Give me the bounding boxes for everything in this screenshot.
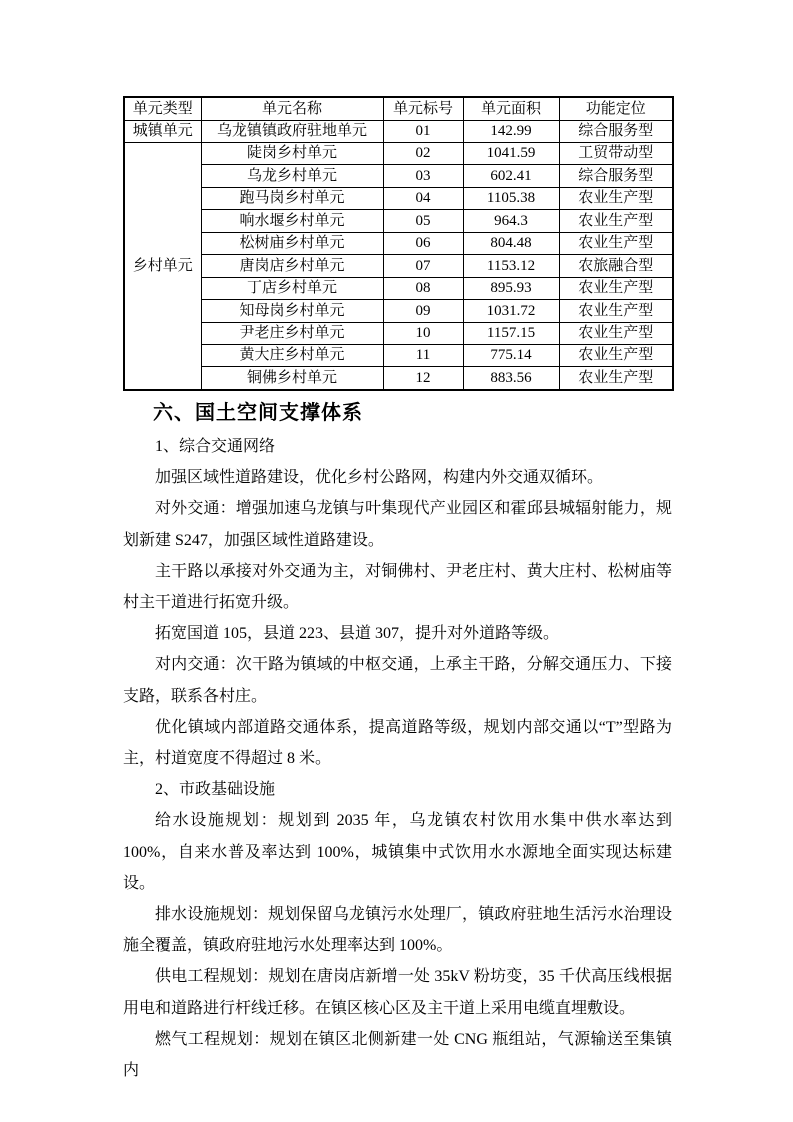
body-paragraph: 燃气工程规划：规划在镇区北侧新建一处 CNG 瓶组站，气源输送至集镇内 <box>123 1030 672 1080</box>
unit-area-cell: 1031.72 <box>463 300 559 322</box>
header-unit-code: 单元标号 <box>383 97 463 120</box>
unit-function-cell: 综合服务型 <box>559 165 673 187</box>
unit-name-cell: 尹老庄乡村单元 <box>201 322 383 344</box>
unit-function-cell: 工贸带动型 <box>559 143 673 165</box>
unit-code-cell: 01 <box>383 120 463 142</box>
unit-name-cell: 黄大庄乡村单元 <box>201 344 383 366</box>
subsection-title-transport: 1、综合交通网络 <box>155 438 276 455</box>
table-row <box>124 344 673 366</box>
unit-area-cell: 1041.59 <box>463 143 559 165</box>
unit-area-cell: 804.48 <box>463 232 559 254</box>
unit-function-cell: 综合服务型 <box>559 120 673 142</box>
unit-function-cell: 农业生产型 <box>559 210 673 232</box>
unit-code-cell: 12 <box>383 367 463 390</box>
unit-name-cell: 唐岗店乡村单元 <box>201 255 383 277</box>
unit-name-cell: 铜佛乡村单元 <box>201 367 383 390</box>
unit-name-cell: 跑马岗乡村单元 <box>201 187 383 209</box>
unit-code-cell: 11 <box>383 344 463 366</box>
unit-area-cell: 883.56 <box>463 367 559 390</box>
unit-name-cell: 乌龙乡村单元 <box>201 165 383 187</box>
unit-type-cell: 乡村单元 <box>124 143 201 390</box>
document-content <box>123 96 672 1086</box>
table-row <box>124 300 673 322</box>
unit-area-cell: 602.41 <box>463 165 559 187</box>
body-paragraph: 给水设施规划：规划到 2035 年，乌龙镇农村饮用水集中供水率达到 100%，自来水普及率达到 100%，城镇集中式饮用水水源地全面实现达标建设。 <box>123 812 672 892</box>
unit-area-cell: 1153.12 <box>463 255 559 277</box>
unit-code-cell: 04 <box>383 187 463 209</box>
unit-function-cell: 农业生产型 <box>559 367 673 390</box>
unit-function-cell: 农业生产型 <box>559 277 673 299</box>
unit-code-cell: 07 <box>383 255 463 277</box>
unit-area-cell: 775.14 <box>463 344 559 366</box>
unit-area-cell: 964.3 <box>463 210 559 232</box>
body-paragraph: 主干路以承接对外交通为主，对铜佛村、尹老庄村、黄大庄村、松树庙等村主干道进行拓宽升级。 <box>123 562 672 612</box>
unit-function-cell: 农业生产型 <box>559 300 673 322</box>
table-row <box>124 277 673 299</box>
table-row <box>124 120 673 142</box>
body-paragraph: 加强区域性道路建设，优化乡村公路网，构建内外交通双循环。 <box>155 469 604 487</box>
unit-name-cell: 知母岗乡村单元 <box>201 300 383 322</box>
unit-table <box>123 96 674 391</box>
body-paragraph: 拓宽国道 105，县道 223、县道 307，提升对外道路等级。 <box>155 625 560 643</box>
table-row <box>124 143 673 165</box>
table-row <box>124 232 673 254</box>
table-header-row <box>124 97 673 120</box>
unit-area-cell: 895.93 <box>463 277 559 299</box>
unit-area-cell: 1105.38 <box>463 187 559 209</box>
section-heading: 六、国土空间支撑体系 <box>153 402 363 424</box>
unit-name-cell: 陡岗乡村单元 <box>201 143 383 165</box>
unit-type-cell: 城镇单元 <box>124 120 201 142</box>
body-paragraph: 对外交通：增强加速乌龙镇与叶集现代产业园区和霍邱县城辐射能力，规划新建 S247，加强区域性道路建设。 <box>123 500 672 549</box>
header-unit-area: 单元面积 <box>463 97 559 120</box>
body-paragraph: 对内交通：次干路为镇域的中枢交通，上承主干路，分解交通压力、下接支路，联系各村庄。 <box>123 656 672 705</box>
header-unit-type: 单元类型 <box>124 97 201 120</box>
unit-function-cell: 农业生产型 <box>559 187 673 209</box>
header-unit-function: 功能定位 <box>559 97 673 120</box>
table-row <box>124 322 673 344</box>
unit-code-cell: 02 <box>383 143 463 165</box>
unit-name-cell: 松树庙乡村单元 <box>201 232 383 254</box>
table-row <box>124 187 673 209</box>
table-row <box>124 165 673 187</box>
unit-function-cell: 农业生产型 <box>559 322 673 344</box>
unit-code-cell: 09 <box>383 300 463 322</box>
header-unit-name: 单元名称 <box>201 97 383 120</box>
unit-name-cell: 乌龙镇镇政府驻地单元 <box>201 120 383 142</box>
unit-code-cell: 08 <box>383 277 463 299</box>
unit-function-cell: 农旅融合型 <box>559 255 673 277</box>
body-paragraph: 供电工程规划：规划在唐岗店新增一处 35kV 粉坊变，35 千伏高压线根据用电和道路进行杆线迁移。在镇区核心区及主干道上采用电缆直埋敷设。 <box>123 968 672 1017</box>
body-paragraph: 排水设施规划：规划保留乌龙镇污水处理厂，镇政府驻地生活污水治理设施全覆盖，镇政府驻地污水处理率达到 100%。 <box>123 906 672 955</box>
subsection-title-municipal: 2、市政基础设施 <box>155 781 276 799</box>
unit-code-cell: 06 <box>383 232 463 254</box>
unit-area-cell: 1157.15 <box>463 322 559 344</box>
unit-area-cell: 142.99 <box>463 120 559 142</box>
body-paragraph: 优化镇域内部道路交通体系，提高道路等级，规划内部交通以“T”型路为主，村道宽度不得超过 8 米。 <box>123 718 672 768</box>
unit-code-cell: 03 <box>383 165 463 187</box>
table-row <box>124 367 673 390</box>
unit-function-cell: 农业生产型 <box>559 344 673 366</box>
unit-function-cell: 农业生产型 <box>559 232 673 254</box>
unit-code-cell: 05 <box>383 210 463 232</box>
section-body <box>123 431 672 1086</box>
unit-code-cell: 10 <box>383 322 463 344</box>
unit-name-cell: 响水堰乡村单元 <box>201 210 383 232</box>
table-row <box>124 255 673 277</box>
unit-name-cell: 丁店乡村单元 <box>201 277 383 299</box>
table-row <box>124 210 673 232</box>
